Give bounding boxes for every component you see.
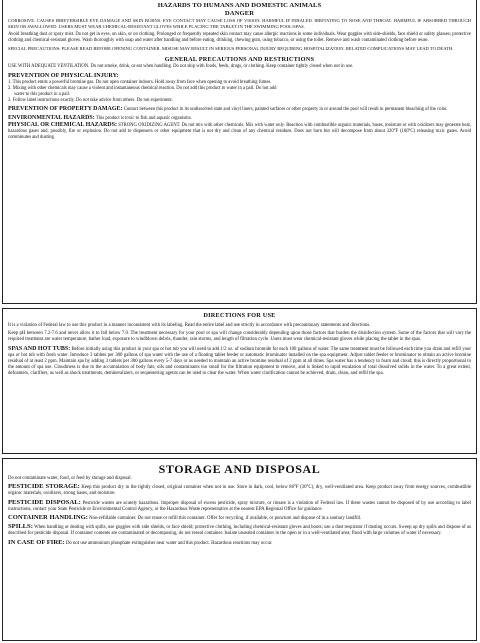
fire-text: Do not use ammonium phosphate extinguisher near water and this product. Hazardous reactions may occur. [65,540,273,546]
pesticide-storage-text: Keep this product dry in the tightly closed, original container when not in use. Store in dark, cool, below 86°F (30°C), dry, well-ventilated area. Keep product away from energy sources, combustible organic materials, oxidizers, strong bases, and moisture. [8,485,471,497]
directions-title: DIRECTIONS FOR USE [203,312,276,319]
federal-law-statement: It is a violation of Federal law to use this product in a manner inconsistent with its labeling. Read the entire label and use strictly in accordance with precautionary statements and directions. [8,323,371,328]
fire-heading: IN CASE OF FIRE: [8,538,65,546]
property-damage-block [8,106,471,113]
pesticide-storage-heading: PESTICIDE STORAGE: [8,483,80,491]
storage-intro: Do not contaminate water, food, or feed by storage and disposal. [8,476,132,481]
container-handling-text: Non-refillable container. Do not reuse or refill this container. Offer for recycling, if available, or puncture and dispose of in a sanitary landfill. [89,516,362,522]
environmental-hazards-heading: ENVIRONMENTAL HAZARDS: [8,115,95,121]
storage-title: STORAGE AND DISPOSAL [158,462,321,476]
physical-injury-item-1: 1. This product emits a powerful bromine gas. Do not open container indoors. Hold away from face when opening to avoid breathing fumes. [8,80,272,85]
spills-heading: SPILLS: [8,523,33,531]
physical-injury-heading: PREVENTION OF PHYSICAL INJURY: [8,72,119,79]
environmental-hazards-text: This product is toxic to fish and aquatic organisms. [95,116,192,121]
hazards-panel [2,0,477,304]
spas-hot-tubs-heading: SPAS AND HOT TUBS: [8,345,71,352]
general-precautions-text: USE WITH ADEQUATE VENTILATION. Do not smoke, drink, or eat when handling. Do not ship with foods, feeds, drugs, or clothing. Keep container tightly closed when not in use. [8,64,354,69]
special-precautions: SPECIAL PRECAUTIONS: PLEASE READ BEFORE OPENING CONTAINER. MISUSE MAY RESULT IN SERIOUS PERSONAL INJURY REQUIRING HOSPITALIZATION. RELATED COMPLICATIONS MAY LEAD TO DEATH. [8,46,454,51]
spas-hot-tubs-block [8,346,471,378]
avoid-contact-text: Avoid breathing dust or spray mist. Do not get in eyes, on skin, or on clothing. Prolonged or frequently repeated skin contact may cause allergic reactions in some individuals. Wear goggles with side-shields, face shield or safety glasses; protective clothing and chemical-resistant gloves. Wash thoroughly with soap and water after handling and before eating, drinking, chewing gum, using tobacco, or using the toilet. Remove and wash contaminated clothing before reuse. [8,32,471,43]
spills-text: When handling or dealing with spills, use goggles with side shields, or face shield; protective clothing, including chemical-resistant gloves and boots; use a dust respirator if dusting occurs. Sweep up dry spills and dispose of as described for pesticide disposal. If container contents are contaminated or decomposing, do not reseal container. Isolate unsealed container in the open or in a well-ventilated area; flood with large volumes of water if necessary. [8,525,471,537]
general-precautions-title: GENERAL PRECAUTIONS AND RESTRICTIONS [164,56,315,63]
physical-chemical-hazards-heading: PHYSICAL OR CHEMICAL HAZARDS: [8,122,117,128]
ph-guidance: Keep pH between 7.2-7.6 and never allow it to fall below 7.0. The treatment necessary for your pool or spa will change considerably depending upon those factors that burden the disinfection system. Some of the factors that will vary the required treatment are water temperature, bather load, exposure to windblown debris, thunder, rain storms, and length of filtration cycle. Users must wear chemical-resistant gloves while placing the tablet in the spas. [8,331,471,343]
storage-panel [2,458,477,641]
property-damage-text: Contact between this product in its undissolved state and vinyl liners, painted surfaces or other property in or around the pool will result in permanent bleaching of the color. [123,107,448,112]
physical-injury-item-2-cont: water to this product in a pail. [14,92,71,97]
fire-block [8,540,471,547]
container-handling-heading: CONTAINER HANDLING: [8,514,88,522]
physical-chemical-hazards-text: STRONG OXIDIZING AGENT. Do not mix with other chemicals. Mix with water only. Reaction with combustible organic materials, bases, moisture or with oxidizers may generate heat, hazardous gases and, possibly, fire or explosion. Do not add to dispensers or other equipment that is not dry and clean of any chemical residues. Does not burn but will decompose from about 320°F (160°C) releasing toxic gases. Avoid comminutes and dusting. [8,123,472,140]
pesticide-disposal-heading: PESTICIDE DISPOSAL: [8,498,81,506]
directions-panel [2,308,477,454]
corrosive-warning: CORROSIVE. CAUSES IRREVERSIBLE EYE DAMAGE AND SKIN BURNS. EYE CONTACT MAY CAUSE LOSS OF VISION. HARMFUL IF INHALED. IRRITATING TO NOSE AND THROAT. HARMFUL IF ABSORBED THROUGH SKIN OR SWALLOWED. USERS MUST WEAR CHEMICAL-RESISTANT GLOVES WHILE PLACING THE TABLET IN THE SWIMMING POOL/SPAS. [8,18,471,29]
spas-hot-tubs-text: Before initially using this product in your spa or hot tub you will need to add 1/2 oz. of sodium bromide for each 100 gallons of water. The same treatment must be followed each time you drain and refill your spa or hot tub with fresh water. Introduce 3 tablets per 300 gallons of spa water with the use of a floating tablet feeder or automatic brominator installed on the spa equipment. Adjust tablet feeder or brominator to obtain an active bromine residual of at least 2 ppm. Maintain spa by adding 3 tablets per 300 gallons every 5-7 days or as needed to maintain an active bromine residual of 2 ppm at all times. Spa water has a tendency to foam and cloud; this is directly proportional to the amount of spa use. Cloudiness is due to the accumulation of body fats, oils and contaminants too small for the filtration equipment to remove, and is linked to rapid escalation of total dissolved solids in the water. To a great extent, defoamers, clarifiers, as well as shock treatments, demineralizers, or sequestering agents can be used to clear the water. When water clarification cannot be achieved, drain, clean, and refill the spa. [8,346,471,377]
signal-word: DANGER [224,10,255,17]
property-damage-heading: PREVENTION OF PROPERTY DAMAGE: [8,106,123,112]
container-handling-block [8,515,471,522]
physical-injury-item-3: 3. Follow label instructions exactly. Do not take advice from others. Do not experiment. [8,98,173,103]
pesticide-disposal-block [8,500,471,513]
environmental-hazards-block [8,115,471,122]
hazards-title: HAZARDS TO HUMANS AND DOMESTIC ANIMALS [157,2,322,9]
pesticide-storage-block [8,484,471,497]
physical-chemical-hazards-block [8,122,471,141]
spills-block [8,524,471,537]
pesticide-disposal-text: Pesticide wastes are acutely hazardous. Improper disposal of excess pesticide, spray mixture, or rinsate is a violation of Federal law. If these wastes cannot be disposed of by use according to label instructions, contact your State Pesticide or Environmental Control Agency, or the Hazardous Waste representative at the nearest EPA Regional Office for guidance. [8,500,471,512]
physical-injury-item-2: 2. Mixing with other chemicals may cause a violent and instantaneous chemical reaction. Do not add this product to water in a pail. Do not add [8,86,277,91]
